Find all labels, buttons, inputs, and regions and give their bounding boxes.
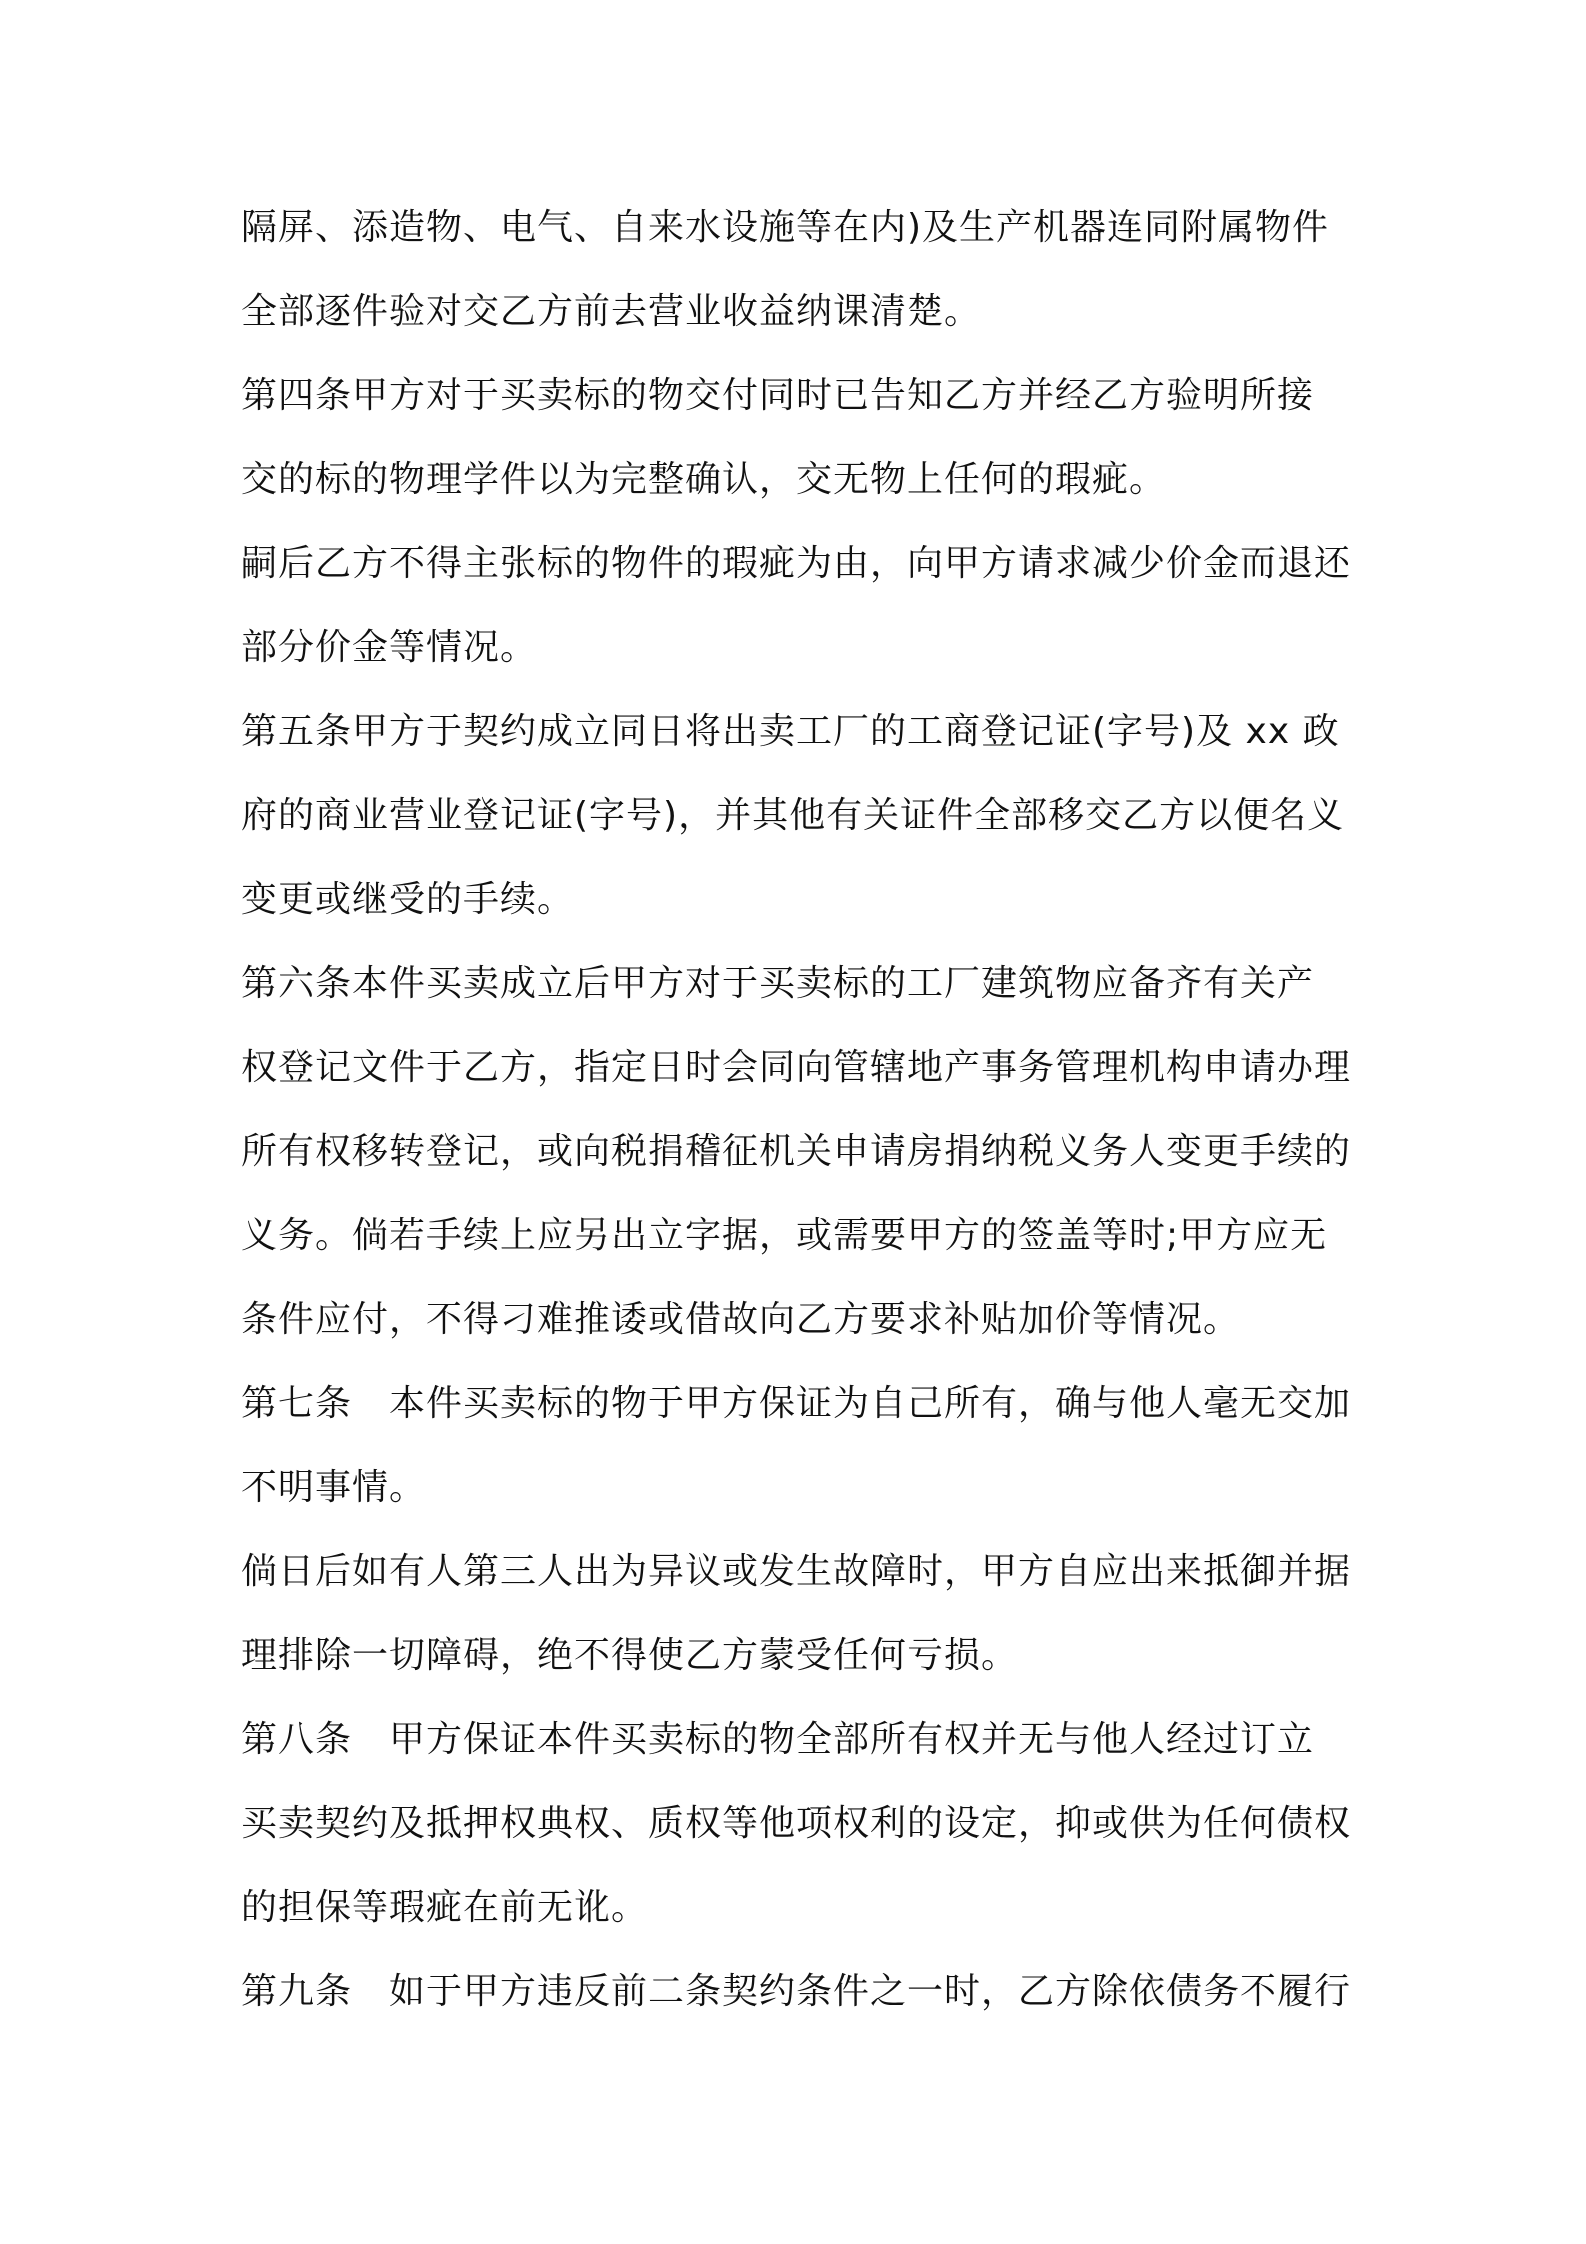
text-line: 的担保等瑕疵在前无讹。 [241, 1887, 649, 1928]
text-line: 倘日后如有人第三人出为异议或发生故障时，甲方自应出来抵御并据 [241, 1551, 1352, 1592]
text-line: 理排除一切障碍，绝不得使乙方蒙受任何亏损。 [241, 1635, 1019, 1676]
text-line: 条件应付，不得刁难推诿或借故向乙方要求补贴加价等情况。 [241, 1299, 1241, 1340]
text-line: 第四条甲方对于买卖标的物交付同时已告知乙方并经乙方验明所接 [241, 375, 1315, 416]
text-line: 第五条甲方于契约成立同日将出卖工厂的工商登记证(字号)及 xx 政 [241, 711, 1340, 752]
text-line: 第六条本件买卖成立后甲方对于买卖标的工厂建筑物应备齐有关产 [241, 963, 1315, 1004]
text-line: 第八条 甲方保证本件买卖标的物全部所有权并无与他人经过订立 [241, 1719, 1315, 1760]
text-line: 交的标的物理学件以为完整确认，交无物上任何的瑕疵。 [241, 459, 1167, 500]
text-line: 义务。倘若手续上应另出立字据，或需要甲方的签盖等时;甲方应无 [241, 1215, 1328, 1256]
text-line: 嗣后乙方不得主张标的物件的瑕疵为由，向甲方请求减少价金而退还 [241, 543, 1352, 584]
text-line: 第七条 本件买卖标的物于甲方保证为自己所有，确与他人毫无交加 [241, 1383, 1352, 1424]
text-line: 买卖契约及抵押权典权、质权等他项权利的设定，抑或供为任何债权 [241, 1803, 1352, 1844]
text-line: 变更或继受的手续。 [241, 879, 575, 920]
text-line: 全部逐件验对交乙方前去营业收益纳课清楚。 [241, 291, 982, 332]
text-line: 权登记文件于乙方，指定日时会同向管辖地产事务管理机构申请办理 [241, 1047, 1352, 1088]
text-line: 隔屏、添造物、电气、自来水设施等在内)及生产机器连同附属物件 [241, 207, 1330, 248]
text-line: 第九条 如于甲方违反前二条契约条件之一时，乙方除依债务不履行 [241, 1971, 1352, 2012]
text-line: 所有权移转登记，或向税捐稽征机关申请房捐纳税义务人变更手续的 [241, 1131, 1352, 1172]
text-line: 部分价金等情况。 [241, 627, 538, 668]
text-line: 不明事情。 [241, 1467, 427, 1508]
text-line: 府的商业营业登记证(字号)，并其他有关证件全部移交乙方以便名义 [241, 795, 1345, 836]
